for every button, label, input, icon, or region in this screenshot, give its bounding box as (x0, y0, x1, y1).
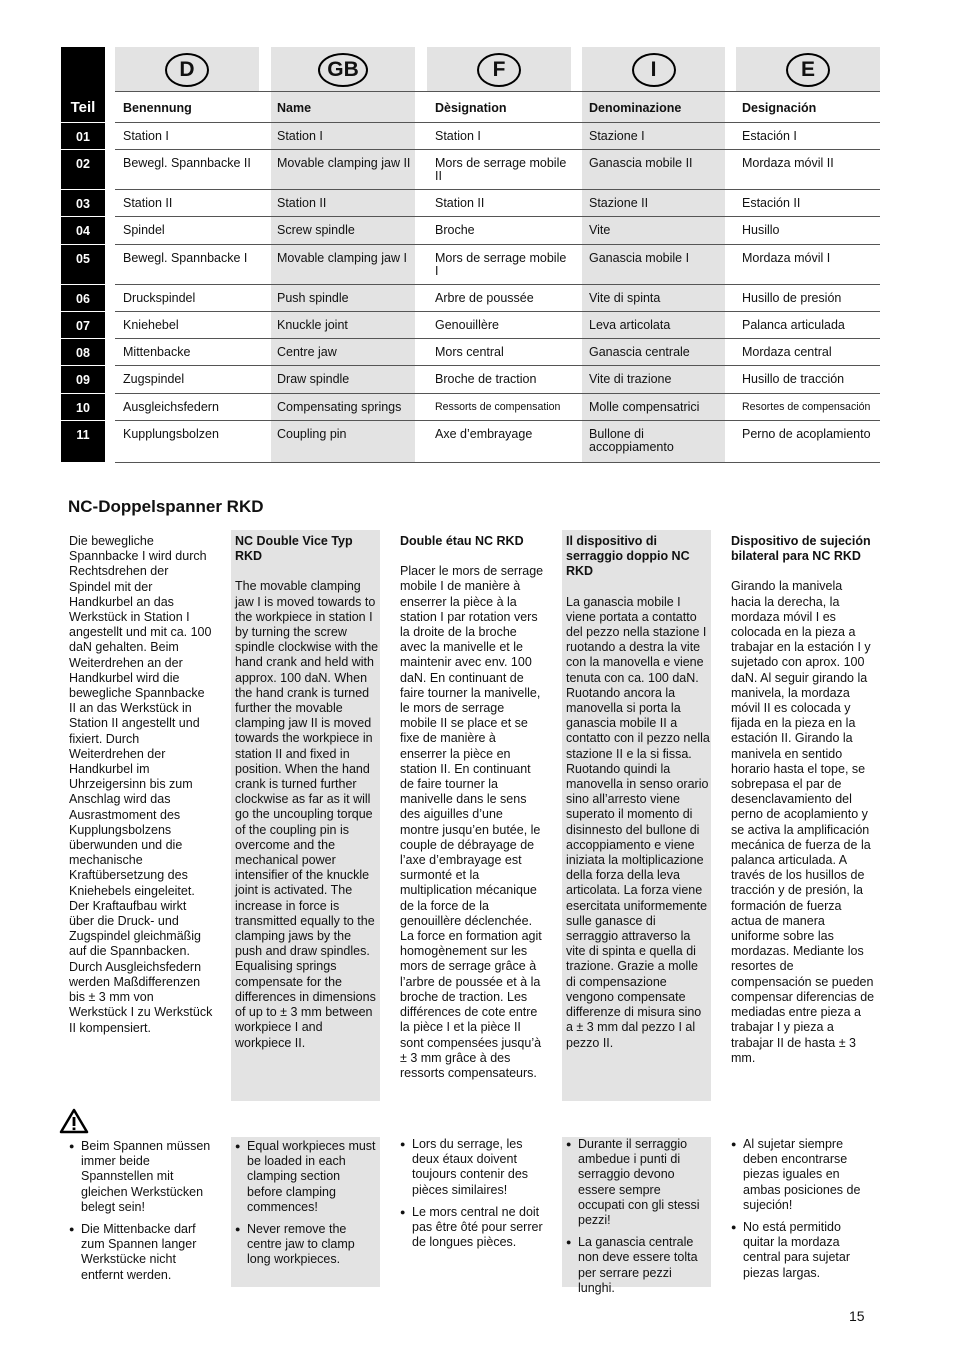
table-cell: Broche de traction (435, 372, 537, 386)
table-cell: Mittenbacke (123, 345, 191, 359)
column-heading: Double étau NC RKD (400, 534, 524, 548)
table-cell: Ausgleichsfedern (123, 400, 219, 414)
table-cell: Movable clamping jaw II (277, 156, 411, 170)
row-number: 09 (76, 373, 90, 387)
table-cell: Bewegl. Spannbacke II (123, 156, 251, 170)
row-number: 11 (76, 428, 90, 442)
teil-divider (61, 311, 105, 312)
text-column-it (562, 530, 711, 1101)
column-body: La ganascia mobile I viene portata a contatto del pezzo nella stazione I ruotando a destra la vite con la manovella e viene tenuta con ca. 100 daN. Ruotando ancora la manovella si porta la ganascia mobile II a contatto con il pezzo nella stazione II e la si fissa. Ruotando quindi la manovella in senso orario sino all’arresto viene superato il momento di disinnesto del bullone di accoppiamento e viene iniziata la moltiplicazione della forza della leva articolata. La forza viene esercitata uniformemente sulle ganasce di serraggio attraverso la vite di spinta e quella di trazione. Grazie a molle di compensazione vengono compensate differenze di misura sino a ± 3 mm dal pezzo I al pezzo II. (566, 594, 710, 1050)
column-header: Name (277, 101, 312, 115)
warning-item: ● Le mors central ne doit pas être ôté pour serrer de longues pièces. (400, 1205, 544, 1251)
lang-header-e (736, 47, 880, 91)
table-cell: Ganascia mobile II (589, 156, 693, 170)
table-cell: Kniehebel (123, 318, 179, 332)
table-cell: Coupling pin (277, 427, 347, 441)
table-cell: Ganascia mobile I (589, 251, 690, 265)
column-header: Denominazione (589, 101, 682, 115)
warning-item: ● Lors du serrage, les deux étaux doivent toujours contenir des pièces similaires! (400, 1137, 544, 1198)
row-divider (115, 284, 880, 285)
row-divider (115, 122, 880, 123)
teil-divider (61, 420, 105, 421)
row-divider (115, 365, 880, 366)
table-cell: Druckspindel (123, 291, 196, 305)
table-cell: Stazione I (589, 129, 645, 143)
row-number: 01 (76, 130, 90, 144)
table-cell: Mordaza móvil I (742, 251, 831, 265)
table-cell: Leva articolata (589, 318, 671, 332)
table-cell: Push spindle (277, 291, 349, 305)
table-cell: Vite di spinta (589, 291, 661, 305)
row-number: 07 (76, 319, 90, 333)
table-cell: Estación II (742, 196, 801, 210)
table-cell: Ganascia centrale (589, 345, 690, 359)
column-header: Designación (742, 101, 817, 115)
row-number: 04 (76, 224, 90, 238)
text-column-es (727, 530, 876, 1101)
text-column-de (65, 530, 214, 1101)
warning-column-it (562, 1137, 711, 1295)
table-cell: Arbre de poussée (435, 291, 534, 305)
table-cell: Mors central (435, 345, 504, 359)
table-cell: Husillo de tracción (742, 372, 845, 386)
column-body: The movable clamping jaw I is moved towards to the workpiece in station I by turning the screw spindle clockwise with the hand crank and held with approx. 100 daN. When the hand crank is turned further the movable clamping jaw II is moved towards the workpiece in station II and fixed in position. When the hand crank is turned further clockwise as far as it will go the uncoupling torque of the coupling pin is overcome and the mechanical power intensifier of the knuckle joint is activated. The increase in force is transmitted equally to the clamping jaws by the push and draw spindles. Equalising springs compensate for the differences in dimensions of up to ± 3 mm between workpiece I and workpiece II. (235, 579, 379, 1050)
warning-column-es (727, 1137, 876, 1287)
lang-badge-d: D (165, 53, 209, 87)
table-cell: Mordaza central (742, 345, 832, 359)
column-body: Girando la manivela hacia la derecha, la mordaza móvil I es colocada en la pieza a trabajar en la estación I y sujetado con aprox. 100 daN. Al seguir girando la manivela, la mordaza móvil II es colocada y fijada en la pieza en la estación II. Girando la manivela en sentido horario hasta el tope, se sobrepasa el par de desenclavamiento del perno de acoplamiento y se activa la amplificación mecánica de fuerza de la palanca articulada. A través de los husillos de tracción y de presión, la formación de fuerza actua de manera uniforme sobre las mordazas. Mediante los resortes de compensación se pueden compensar diferencias de mediadas entre pieza a trabajar I y pieza a trabajar II de hasta ± 3 mm. (731, 579, 875, 1065)
table-cell: Station I (123, 129, 169, 143)
lang-header-f (427, 47, 571, 91)
table-cell: Mors de serrage mobile I (435, 251, 567, 278)
table-cell: Estación I (742, 129, 797, 143)
warning-column-fr (396, 1137, 545, 1287)
warning-item: ● Al sujetar siempre deben encontrarse piezas iguales en ambas posiciones de sujeción! (731, 1137, 875, 1213)
row-divider (115, 393, 880, 394)
row-divider (115, 311, 880, 312)
row-number: 08 (76, 346, 90, 360)
table-cell: Axe d’embrayage (435, 427, 533, 441)
table-cell: Molle compensatrici (589, 400, 700, 414)
teil-divider (61, 244, 105, 245)
teil-divider (61, 122, 105, 123)
column-body: Placer le mors de serrage mobile I de manière à enserrer la pièce à la station I par rotation vers la droite de la broche avec la manivelle et le maintenir avec env. 100 daN. En continuant de faire tourner la manivelle, le mors de serrage mobile II se place et se fixe de manière à enserrer la pièce en station II. En continuant de faire tourner la manivelle dans le sens des aiguilles d’une montre jusqu’en butée, le couple de débrayage de l’axe d’embrayage est surmonté et la multiplication mécanique de la force de la genouillère déclenchée. La force en formation agit homogènement sur les mors de serrage grâce à l’arbre de poussée et à la broche de traction. Les différences de cote entre la pièce I et la pièce II sont compensées jusqu’à ± 3 mm grâce à des ressorts compensateurs. (400, 564, 544, 1080)
teil-divider (61, 189, 105, 190)
text-column-fr (396, 530, 545, 1101)
section-title: NC-Doppelspanner RKD (68, 497, 264, 516)
warning-item: ● Die Mittenbacke darf zum Spannen langer Werkstücke nicht entfernt werden. (69, 1222, 213, 1283)
column-heading: NC Double Vice Typ RKD (235, 534, 353, 564)
teil-divider (61, 393, 105, 394)
table-cell: Genouillère (435, 318, 499, 332)
warning-item: ● Equal workpieces must be loaded in each clamping section before clamping commences! (235, 1139, 379, 1215)
table-cell: Ressorts de compensation (435, 401, 561, 413)
warning-item: ● No está permitido quitar la mordaza central para sujetar piezas largas. (731, 1220, 875, 1281)
table-cell: Mordaza móvil II (742, 156, 834, 170)
column-heading: Il dispositivo di serraggio doppio NC RKD (566, 534, 690, 579)
table-cell: Mors de serrage mobile II (435, 156, 567, 183)
table-cell: Movable clamping jaw I (277, 251, 407, 265)
teil-header: Teil (70, 99, 96, 116)
table-cell: Kupplungsbolzen (123, 427, 219, 441)
lang-badge-f: F (477, 53, 521, 87)
row-number: 06 (76, 292, 90, 306)
row-number: 10 (76, 401, 90, 415)
column-header: Dèsignation (435, 101, 507, 115)
table-cell: Spindel (123, 223, 165, 237)
table-cell: Compensating springs (277, 400, 402, 414)
column-body: Die bewegliche Spannbacke I wird durch Rechtsdrehen der Spindel mit der Handkurbel an das Werkstück in Station I angestellt und mit ca. 100 daN gehalten. Beim Weiterdrehen an der Handkurbel wird die bewegliche Spannbacke II an das Werkstück in Station II angestellt und fixiert. Durch Weiterdrehen der Handkurbel im Uhrzeigersinn bis zum Anschlag wird das Ausrastmoment des Kupplungsbolzens überwunden und die mechanische Kraftübersetzung des Kniehebels eingeleitet. Der Kraftaufbau wirkt über die Druck- und Zugspindel gleichmäßig auf die Spannbacken. Durch Ausgleichsfedern werden Maßdifferenzen bis ± 3 mm von Werkstück I zu Werkstück II kompensiert. (69, 534, 213, 1035)
row-divider (115, 462, 880, 463)
table-cell: Perno de acoplamiento (742, 427, 871, 441)
table-cell: Vite (589, 223, 611, 237)
row-divider (115, 420, 880, 421)
table-cell: Draw spindle (277, 372, 350, 386)
row-divider (115, 189, 880, 190)
page-number: 15 (849, 1308, 865, 1324)
row-number: 03 (76, 197, 90, 211)
lang-header-d (115, 47, 259, 91)
lang-badge-gb: GB (318, 53, 368, 87)
row-divider (115, 149, 880, 150)
teil-divider (61, 365, 105, 366)
lang-badge-e: E (786, 53, 830, 87)
table-cell: Bewegl. Spannbacke I (123, 251, 248, 265)
lang-header-i (582, 47, 725, 91)
table-cell: Palanca articulada (742, 318, 845, 332)
row-number: 05 (76, 252, 90, 266)
row-divider (115, 244, 880, 245)
warning-item: ● Durante il serraggio ambedue i punti di serraggio devono essere sempre occupati con gli stessi pezzi! (566, 1137, 710, 1228)
warning-item: ● La ganascia centrale non deve essere tolta per serrare pezzi lunghi. (566, 1235, 710, 1296)
table-cell: Knuckle joint (277, 318, 348, 332)
warning-item: ● Never remove the centre jaw to clamp long workpieces. (235, 1222, 379, 1268)
table-cell: Station I (435, 129, 481, 143)
row-divider (115, 216, 880, 217)
table-cell: Resortes de compensación (742, 401, 871, 413)
teil-divider (61, 284, 105, 285)
table-cell: Station I (277, 129, 323, 143)
table-cell: Broche (435, 223, 475, 237)
row-number: 02 (76, 157, 90, 171)
teil-divider (61, 338, 105, 339)
table-cell: Stazione II (589, 196, 649, 210)
table-cell: Bullone di accoppiamento (589, 427, 674, 454)
warning-column-gb (231, 1137, 380, 1287)
table-cell: Station II (123, 196, 173, 210)
table-cell: Vite di trazione (589, 372, 672, 386)
lang-badge-i: I (632, 53, 676, 87)
warning-item: ● Beim Spannen müssen immer beide Spannstellen mit gleichen Werkstücken belegt sein! (69, 1139, 213, 1215)
warning-column-de (65, 1137, 214, 1287)
table-cell: Screw spindle (277, 223, 355, 237)
table-cell: Husillo de presión (742, 291, 842, 305)
row-divider (115, 91, 880, 92)
warning-triangle-icon (59, 1108, 89, 1134)
teil-divider (61, 216, 105, 217)
table-cell: Station II (435, 196, 485, 210)
table-cell: Centre jaw (277, 345, 337, 359)
column-heading: Dispositivo de sujeción bilateral para NC RKD (731, 534, 871, 564)
table-cell: Husillo (742, 223, 780, 237)
text-column-gb (231, 530, 380, 1101)
row-divider (115, 338, 880, 339)
table-cell: Station II (277, 196, 327, 210)
table-cell: Zugspindel (123, 372, 185, 386)
lang-header-gb (271, 47, 415, 91)
column-header: Benennung (123, 101, 192, 115)
teil-divider (61, 149, 105, 150)
